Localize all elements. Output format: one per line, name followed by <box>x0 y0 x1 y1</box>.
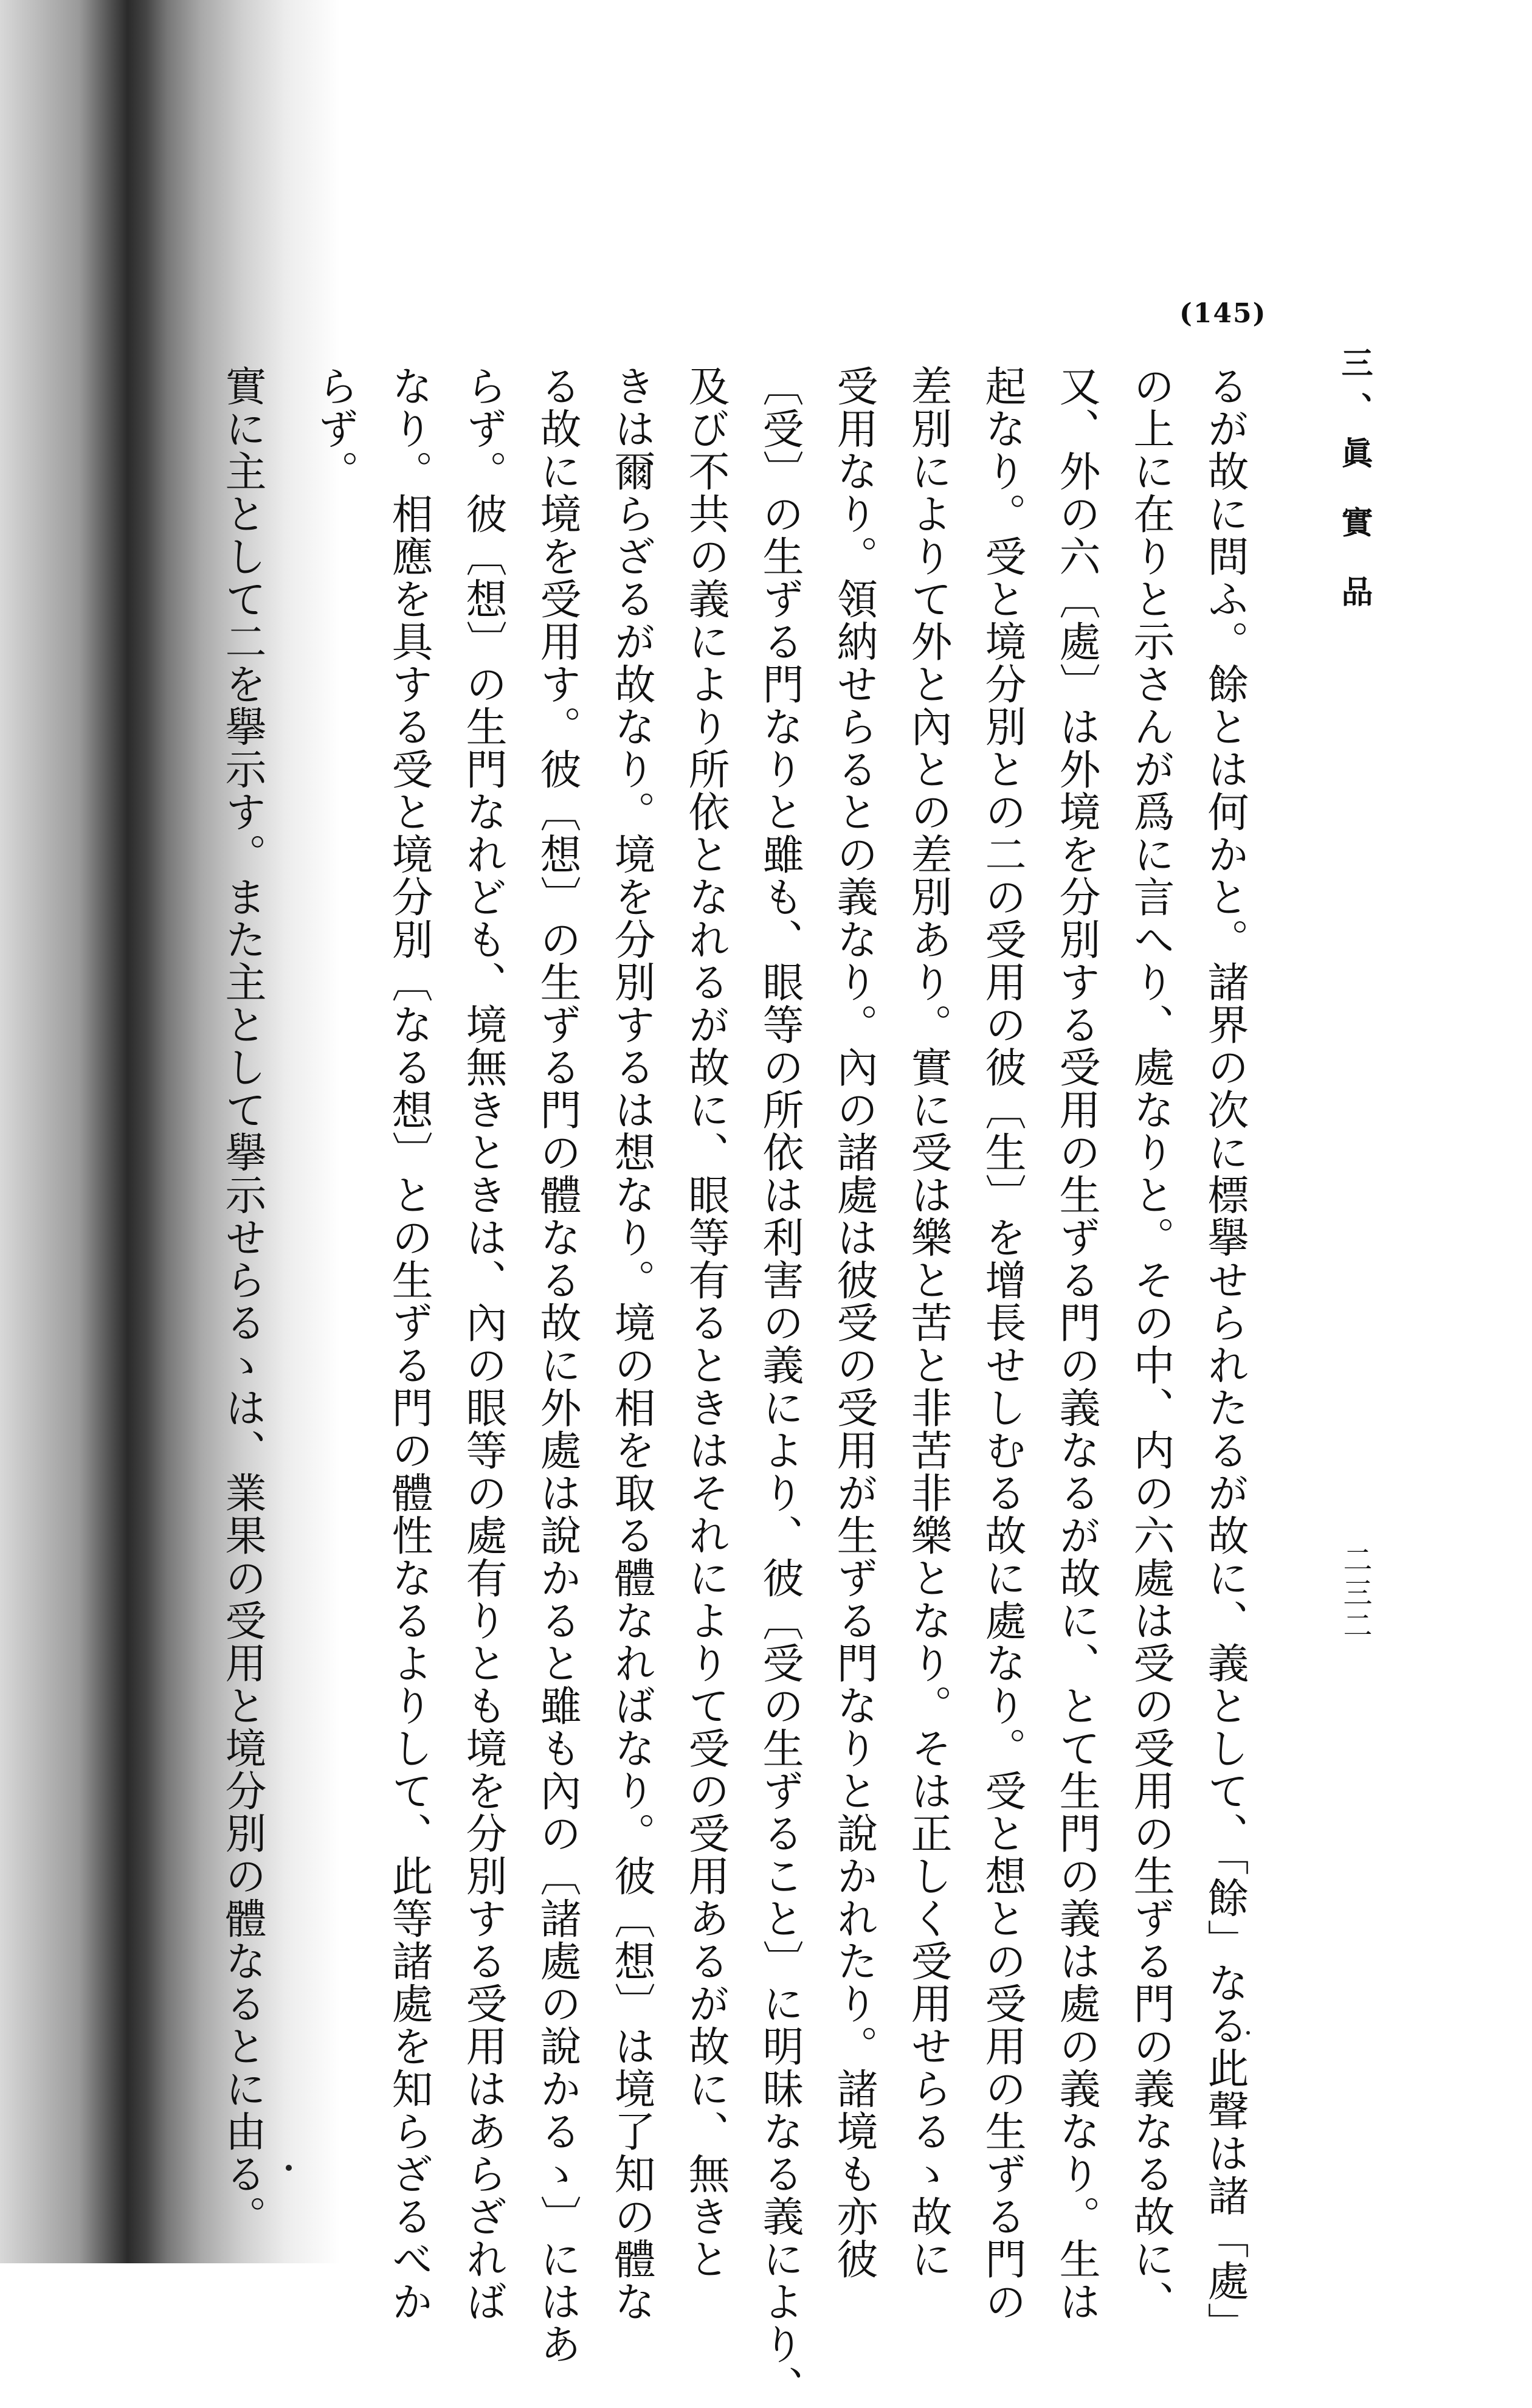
text-line: の上に在りと示さんが爲に言へり、處なりと。その中、内の六處は受の受用の生ずる門の義なる故に、 <box>1127 365 1175 2323</box>
text-line: らず。彼〔想〕の生門なれども、境無きときは、內の眼等の處有りとも境を分別する受用はあらざれば <box>459 365 507 2323</box>
text-line: なり。相應を具する受と境分別〔なる想〕との生ずる門の體性なるよりして、此等諸處を知らざるべか <box>385 365 433 2323</box>
text-line: 〔受〕の生ずる門なりと雖も、眼等の所依は利害の義により、彼〔受の生ずること〕に明昧なる義により、 <box>756 365 804 2408</box>
text-line: るが故に問ふ。餘とは何かと。諸界の次に標擧せられたるが故に、義として、「餘」なる此聲は諸「處」 <box>1201 365 1249 2345</box>
text-line: らず。 <box>311 365 359 493</box>
text-line: 受用なり。領納せらるとの義なり。內の諸處は彼受の受用が生ずる門なりと說かれたり。諸境も亦彼 <box>830 365 878 2280</box>
folio-kanji-page-number: 二三二 <box>1338 1545 1372 1643</box>
text-line: 實に主として二を擧示す。また主として擧示せらるゝは、業果の受用と境分別の體なるとに由る。 <box>218 365 266 2238</box>
scan-speck <box>286 2165 292 2171</box>
text-line: 及び不共の義により所依となれるが故に、眼等有るときはそれによりて受の受用あるが故に、無きと <box>681 365 730 2280</box>
text-line: きは爾らざるが故なり。境を分別するは想なり。境の相を取る體なればなり。彼〔想〕は境了知の體な <box>607 365 655 2323</box>
vertical-text-body <box>205 365 1261 2408</box>
text-line: 起なり。受と境分別との二の受用の彼〔生〕を增長せしむる故に處なり。受と想との受用の生ずる門の <box>978 365 1026 2323</box>
running-head: 三、眞 實 品 <box>1336 347 1373 621</box>
text-line: 又、外の六〔處〕は外境を分別する受用の生ずる門の義なるが故に、とて生門の義は處の義なり。生は <box>1052 365 1100 2323</box>
text-line: る故に境を受用す。彼〔想〕の生ずる門の體なる故に外處は說かると雖も內の〔諸處の說かるゝ〕にはあ <box>533 365 581 2365</box>
text-line: 差別によりて外と內との差別あり。實に受は樂と苦と非苦非樂となり。そは正しく受用せらるゝ故に <box>904 365 952 2280</box>
page-number: (145) <box>1179 298 1267 329</box>
